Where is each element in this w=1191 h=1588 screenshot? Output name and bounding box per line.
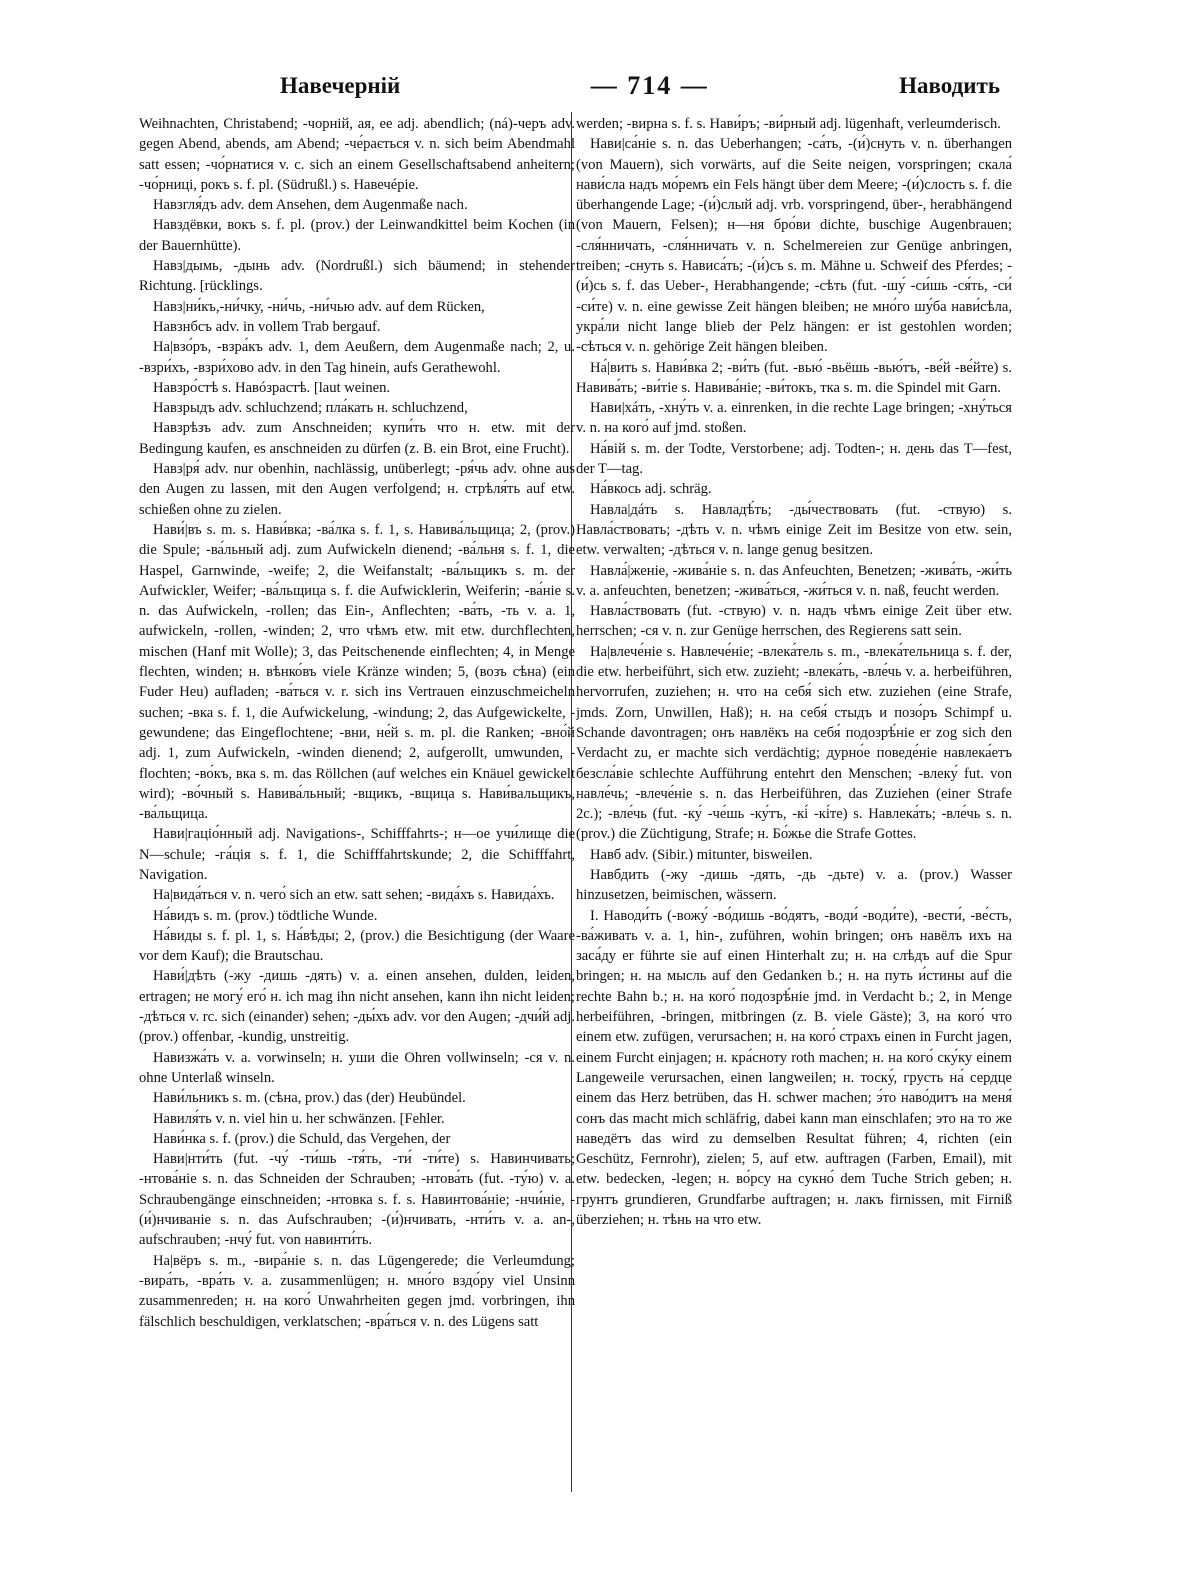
dictionary-entry: Навз|ни́къ,-ни́чку, -ни́чь, -ни́чью adv. auf dem Rücken, (153, 298, 485, 315)
dictionary-entry: На́|вить s. Нави́вка 2; -ви́ть (fut. -вью́ -вьёшь -вью́тъ, -ве́й -ве́йте) s. Навива́ть; -ви́тіе s. Навива́ніе; -ви́токъ, тка s. m. die Spindel mit Garn. (576, 359, 1012, 396)
left-column (139, 114, 575, 1534)
dictionary-entry: На́вкось adj. schräg. (590, 481, 712, 498)
dictionary-entry: Навз|дымь, -дынь adv. (Nordrußl.) sich bäumend; in stehender Richtung. [rücklings. (139, 258, 575, 295)
dictionary-entry: Навзрѣзъ adv. zum Anschneiden; купи́ть что н. etw. mit der Bedingung kaufen, es anschneiden zu dürfen (z. B. ein Brot, eine Frucht). (139, 420, 575, 457)
dictionary-entry: Нави|гаціо́нный adj. Navigations-, Schifffahrts-; н—ое учи́лище die N—schule; -га́ція s. f. 1, die Schifffahrtskunde; 2, die Schifffahrt, Navigation. (139, 826, 575, 883)
dictionary-entry: На|вёръ s. m., -вира́ніе s. n. das Lügengerede; die Verleumdung; -вира́ть, -вра́ть v. a. zusammenlügen; н. мно́го вздо́ру viel Unsinn zusammenreden; н. на кого́ Unwahrheiten gegen jmd. vorbringen, ihn fälschlich beschuldigen, verklatschen; -вра́ться v. n. des Lügens satt (139, 1252, 575, 1330)
dictionary-entry: Навзро́стѣ s. Навóзрастѣ. [laut weinen. (153, 379, 391, 396)
dictionary-entry: На|влече́ніе s. Навлече́ніе; -влека́тель s. m., -влека́тельница s. f. der, die etw. herbeiführt, sich etw. zuzieht; -влека́ть, -вле́чь v. a. herbeiführen, hervorrufen, zuziehen; н. что на себя́ sich etw. zuziehen (eine Strafe, jmds. Zorn, Unwillen, Haß); н. на себя́ стыдъ и позо́ръ Schimpf u. Schande davontragen; онъ навлёкъ на себя́ подозрѣ́ніе er zog sich den Verdacht zu, er machte sich verdächtig; дурно́е поведе́ніе навлека́етъ безсла́віе schlechte Aufführung entehrt den Menschen; -влеку́ fut. von навле́чь; -влече́ніе s. n. das Herbeiführen, das Zuziehen (einer Strafe 2c.); -вле́чь (fut. -ку́ -че́шь -ку́тъ, -кі́ -кі́те) s. Навлека́ть; -вле́чь s. n. (prov.) die Züchtigung, Strafe; н. Бо́жье die Strafe Gottes. (576, 643, 1012, 843)
dictionary-entry: Навла́|женіе, -жива́ніе s. n. das Anfeuchten, Benetzen; -жива́ть, -жи́ть v. a. anfeuchten, benetzen; -жива́ться, -жи́ться v. n. naß, feucht werden. (576, 562, 1012, 599)
dictionary-entry: Навзгля́дъ adv. dem Ansehen, dem Augenmaße nach. (153, 197, 468, 214)
dictionary-entry: Навла|дáть s. Навладѣ́ть; -ды́чествовать (fut. -ствую) s. Навла́ствовать; -дѣть v. n. чѣмъ einige Zeit im Besitze von etw. sein, etw. verwalten; -дѣться v. n. lange genug besitzen. (576, 501, 1012, 559)
dictionary-entry: Навб adv. (Sibir.) mitunter, bisweilen. (590, 846, 813, 863)
dictionary-entry: Нави́льникъ s. m. (сѣна, prov.) das (der) Heubündel. (153, 1090, 466, 1107)
dictionary-entry: Навздёвки, вокъ s. f. pl. (prov.) der Leinwandkittel beim Kochen (in der Bauernhütte). (139, 217, 575, 254)
dictionary-entry: Навбдить (-жу -дишь -дять, -дь -дьте) v. a. (prov.) Wasser hinzusetzen, beimischen, wässern. (576, 866, 1012, 904)
header-left-word: Навечерній (280, 73, 401, 98)
dictionary-entry: Навзрыдъ adv. schluchzend; пла́кать н. schluchzend, (153, 400, 468, 417)
dictionary-entry: I. Наводи́ть (-вожу́ -во́дишь -во́дятъ, -води́ -води́те), -вести́, -ве́сть, -ва́живать v. a. 1, hin-, zuführen, wohin bringen; онъ навёлъ ихъ на заса́ду er führte sie auf einen Hinterhalt zu; н. на слѣдъ auf die Spur bringen; н. на мысль auf den Gedanken b.; н. на путь и́стины auf die rechte Bahn b.; н. на кого́ подозрѣ́ніе jmd. in Verdacht b.; 2, in Menge herbeiführen, -bringen, mitbringen (z. B. viele Gäste); 3, на кого́ что einem etw. zufügen, verursachen; н. на кого́ страхъ einen in Furcht jagen, einem Furcht einjagen; н. кра́сноту roth machen; н. на кого́ ску́ку einem Langeweile verursachen, einen langweilen; н. тоску́, грусть на́ сердце einem das Herz betrüben, das H. schwer machen; э́то наво́дитъ на меня́ сонъ das macht mich schläfrig, dabei kann man einschlafen; это на то же наведётъ das wird zu demselben Resultat führen; 4, richten (ein Geschütz, Fernrohr), zielen; 5, auf etw. auftragen (Farben, Email), mit etw. bedecken, -legen; н. во́рсу на сукно́ dem Tuche Strich geben; н. грунтъ grundieren, Grundfarbe auftragen; н. лакъ firnissen, mit Firniß überziehen; н. тѣнь на что etw. (576, 907, 1012, 1229)
dictionary-entry: Навла́ствовать (fut. -ствую) v. n. надъ чѣмъ einige Zeit über etw. herrschen; -ся v. n. zur Genüge herrschen, des Regierens satt sein. (576, 603, 1012, 640)
dictionary-entry: werden; -вирна s. f. s. Нави́ръ; -ви́рный adj. lügenhaft, verleumderisch. (576, 116, 1001, 132)
page-header (280, 68, 1000, 104)
header-right-word: Наводить (899, 73, 1000, 98)
dictionary-entry: Нави|хáть, -хну́ть v. a. einrenken, in die rechte Lage bringen; -хну́ться v. n. на кого́ auf jmd. stoßen. (576, 400, 1012, 437)
dictionary-entry: На́видъ s. m. (prov.) tödtliche Wunde. (153, 907, 378, 924)
page-number: — 714 — (590, 71, 709, 100)
dictionary-entry: Навзнбсъ adv. in vollem Trab bergauf. (153, 318, 381, 335)
dictionary-entry: Навиля́ть v. n. viel hin u. her schwänzen. [Fehler. (153, 1110, 445, 1127)
right-column (576, 114, 1012, 1534)
dictionary-entry: На|вида́ться v. n. чего́ sich an etw. satt sehen; -вида́хъ s. Навида́хъ. (153, 887, 555, 904)
dictionary-entry: Навизжа́ть v. a. vorwinseln; н. уши die Ohren vollwinseln; -ся v. n. ohne Unterlaß winseln. (139, 1049, 575, 1086)
dictionary-entry: Навз|ря́ adv. nur obenhin, nachlässig, unüberlegt; -ря́чь adv. ohne aus den Augen zu lassen, mit den Augen verfolgend; н. стрѣля́ть auf etw. schießen ohne zu zielen. (139, 461, 575, 518)
dictionary-entry: Weihnachten, Christabend; -чорній, ая, ее adj. abendlich; (ná)-черъ adv. gegen Abend, abends, am Abend; -че́рається v. n. sich beim Abendmahl satt essen; -чо́рнатися v. c. sich an einem Gesellschaftsabend anheitern; -чо́рниці, рокъ s. f. pl. (Südrußl.) s. Навечéріе. (139, 116, 575, 193)
dictionary-entry: Нави|нти́ть (fut. -чу́ -ти́шь -тя́ть, -ти́ -ти́те) s. Навинчивать; -нтова́ніе s. n. das Schneiden der Schrauben; -нтова́ть (fut. -ту́ю) v. a. Schraubengänge einschneiden; -нтовка s. f. s. Навинтова́ніе; -нчи́ніе, -(и́)нчиваніе s. n. das Aufschrauben; -(и́)нчивать, -нти́ть v. a. an-, aufschrauben; -нчу́ fut. von навинти́ть. (139, 1151, 575, 1249)
dictionary-entry: Нави|са́ніе s. n. das Ueberhangen; -са́ть, -(и́)снуть v. n. überhangen (von Mauern), sich vorwärts, auf die Seite neigen, vorspringen; скала́ нави́сла надъ мо́ремъ ein Fels hängt über dem Meere; -(и́)слость s. f. die überhangende Lage; -(и́)слый adj. vrb. vorspringend, über-, herabhängend (von Mauern, Felsen); н—ня бро́ви dichte, buschige Augenbrauen; -сля́нничать, -сля́нничать v. n. Schelmereien zur Genüge anbringen, treiben; -снуть s. Нависа́ть; -(и́)съ s. m. Mähne u. Schweif des Pferdes; -(и́)сь s. f. das Ueber-, Herabhangende; -сѣть (fut. -шу́ -си́шь -ся́ть, -си́ -си́те) v. n. eine gewisse Zeit hängen bleiben; не мно́го шу́ба нави́сѣла, укра́ли nicht lange blieb der Pelz hängen: er ist gestohlen worden; -сѣться v. n. gehörige Zeit hängen bleiben. (576, 136, 1012, 356)
dictionary-entry: Нави́|въ s. m. s. Нави́вка; -ва́лка s. f. 1, s. Навива́льщица; 2, (prov.) die Spule; -ва́льный adj. zum Aufwickeln dienend; -ва́льня s. f. 1, die Haspel, Garnwinde, -weife; 2, die Weifanstalt; -ва́льщикъ s. m. der Aufwickler, Weifer; -ва́льщица s. f. die Aufwicklerin, Weiferin; -ва́ніе s. n. das Aufwickeln, -rollen; das Ein-, Anflechten; -ва́ть, -ть v. a. 1, aufwickeln, -rollen, -winden; 2, что чѣмъ etw. mit etw. durchflechten, mischen (Hanf mit Wolle); 3, das Peitschenende einflechten; 4, in Menge flechten, winden; н. вѣнко́въ viele Kränze winden; 5, (возъ сѣна) (ein Fuder Heu) aufladen; -ва́ться v. r. sich ins Vertrauen einzuschmeicheln suchen; -вка s. f. 1, die Aufwickelung, -windung; 2, das Aufgewickelte, -gewundene; das Eingeflochtene; -вни, не́й s. m. pl. die Ranken; -вно́й adj. 1, zum Aufwickeln, -winden dienend; 2, aufgerollt, umwunden, -flochten; -во́къ, вка s. m. das Röllchen (auf welches ein Knäuel gewickelt wird); -во́чный s. Навива́льный; -вщикъ, -вщица s. Нави́вальщикъ, -ва́льщица. (139, 521, 575, 823)
dictionary-entry: На|взо́ръ, -взра́къ adv. 1, dem Aeußern, dem Augenmaße nach; 2, u. -взри́хъ, -взри́хово adv. in den Tag hinein, aufs Gerathewohl. (139, 339, 575, 376)
dictionary-entry: Нави́|дѣть (-жу -дишь -дять) v. a. einen ansehen, dulden, leiden, ertragen; не могу́ его́ н. ich mag ihn nicht ansehen, kann ihn nicht leiden; -дѣться v. rc. sich (einander) sehen; -ды́хъ adv. vor den Augen; -дчи́й adj. (prov.) offenbar, -kundig, unstreitig. (139, 968, 575, 1046)
dictionary-entry: На́вій s. m. der Todte, Verstorbene; adj. Todten-; н. день das T—fest, der T—tag. (576, 440, 1012, 478)
dictionary-entry: На́виды s. f. pl. 1, s. На́вѣды; 2, (prov.) die Besichtigung (der Waare vor dem Kauf); die Brautschau. (139, 927, 575, 965)
dictionary-entry: Нави́нка s. f. (prov.) die Schuld, das Vergehen, der (153, 1130, 451, 1147)
